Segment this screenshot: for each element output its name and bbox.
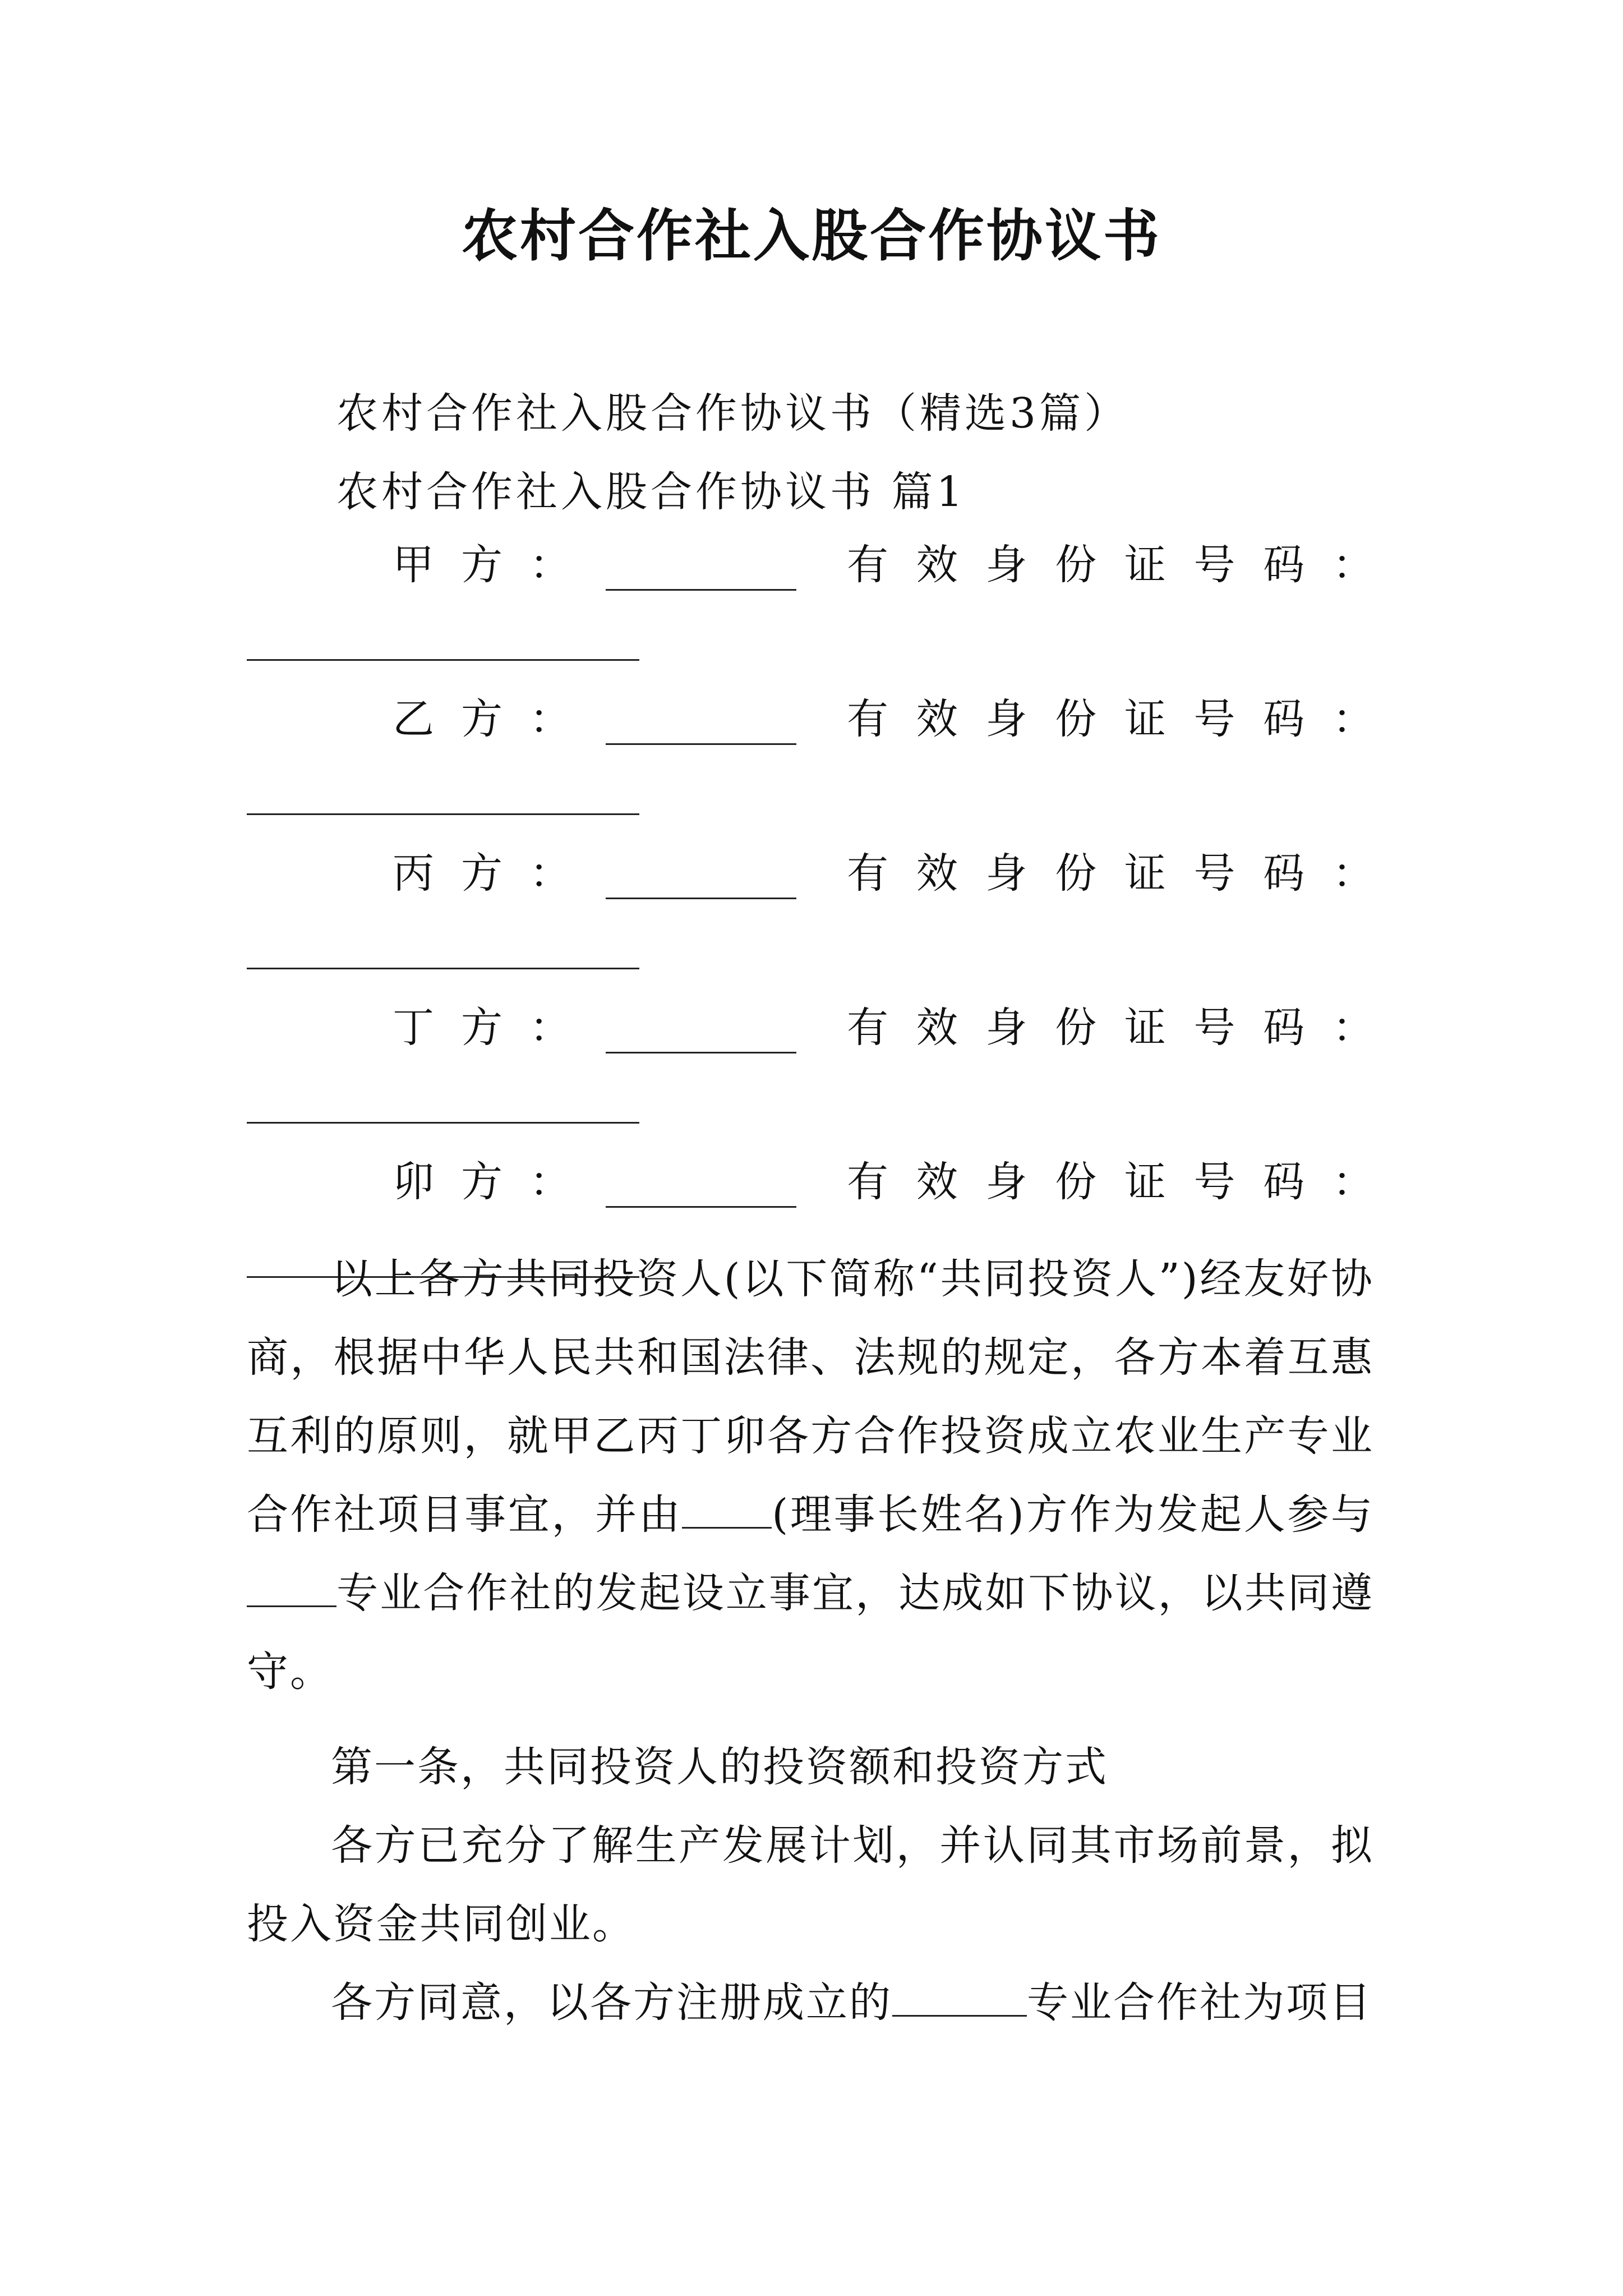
party-name-blank	[606, 743, 796, 745]
registered-cooperative-blank	[892, 1981, 1027, 2017]
id-number-blank	[247, 968, 639, 969]
section-heading: 农村合作社入股合作协议书 篇1	[336, 468, 966, 516]
party-row	[0, 541, 1623, 600]
intro-paragraph	[247, 1240, 1374, 1711]
intro-text-part1: 以上各方共同投资人(以下简称“共同投资人”)经友好协商，根据中华人民共和国法律、法规的规定，各方本着互惠互利的原则，就甲乙丙丁卯各方合作投资成立农业生产专业合作社项目事宜，并由	[247, 1255, 1374, 1539]
article1-title: 第一条，共同投资人的投资额和投资方式	[331, 1743, 1108, 1791]
para3-text-part1: 各方同意，以各方注册成立的	[331, 1978, 892, 2027]
party-row	[0, 1158, 1623, 1217]
id-number-label: 有 效 身 份 证 号 码 ：	[847, 849, 1374, 898]
party-name-blank	[606, 589, 796, 591]
party-label: 乙方：	[393, 695, 598, 743]
cooperative-name-blank	[247, 1572, 336, 1607]
party-label: 丙方：	[393, 849, 598, 898]
id-number-label: 有 效 身 份 证 号 码 ：	[847, 1158, 1374, 1206]
party-row	[0, 1004, 1623, 1063]
party-row	[0, 695, 1623, 754]
document-title: 农村合作社入股合作协议书	[462, 203, 1161, 269]
id-number-blank	[247, 813, 639, 815]
id-number-blank	[247, 1122, 639, 1124]
party-label: 丁方：	[393, 1004, 598, 1052]
party-label: 甲方：	[393, 541, 598, 589]
chairman-name-blank	[682, 1493, 772, 1529]
party-name-blank	[606, 1206, 796, 1208]
intro-text-part2: (理事长姓名)方作为发起人参与	[772, 1490, 1374, 1539]
article1-paragraph: 各方已充分了解生产发展计划，并认同其市场前景，拟投入资金共同创业。	[247, 1821, 1374, 1948]
intro-text-part3: 专业合作社的发起设立事宜，达成如下协议，以共同遵守。	[247, 1569, 1374, 1696]
id-number-blank	[247, 659, 639, 661]
id-number-label: 有 效 身 份 证 号 码 ：	[847, 695, 1374, 743]
article1-paragraph-2	[247, 1963, 1374, 2042]
party-label: 卯方：	[393, 1158, 598, 1206]
id-number-label: 有 效 身 份 证 号 码 ：	[847, 1004, 1374, 1052]
id-number-label: 有 效 身 份 证 号 码 ：	[847, 541, 1374, 589]
document-subtitle: 农村合作社入股合作协议书（精选3篇）	[336, 389, 1129, 438]
para3-text-part2: 专业合作社为项目	[1027, 1978, 1372, 2027]
party-row	[0, 849, 1623, 909]
party-name-blank	[606, 1052, 796, 1053]
party-name-blank	[606, 898, 796, 899]
